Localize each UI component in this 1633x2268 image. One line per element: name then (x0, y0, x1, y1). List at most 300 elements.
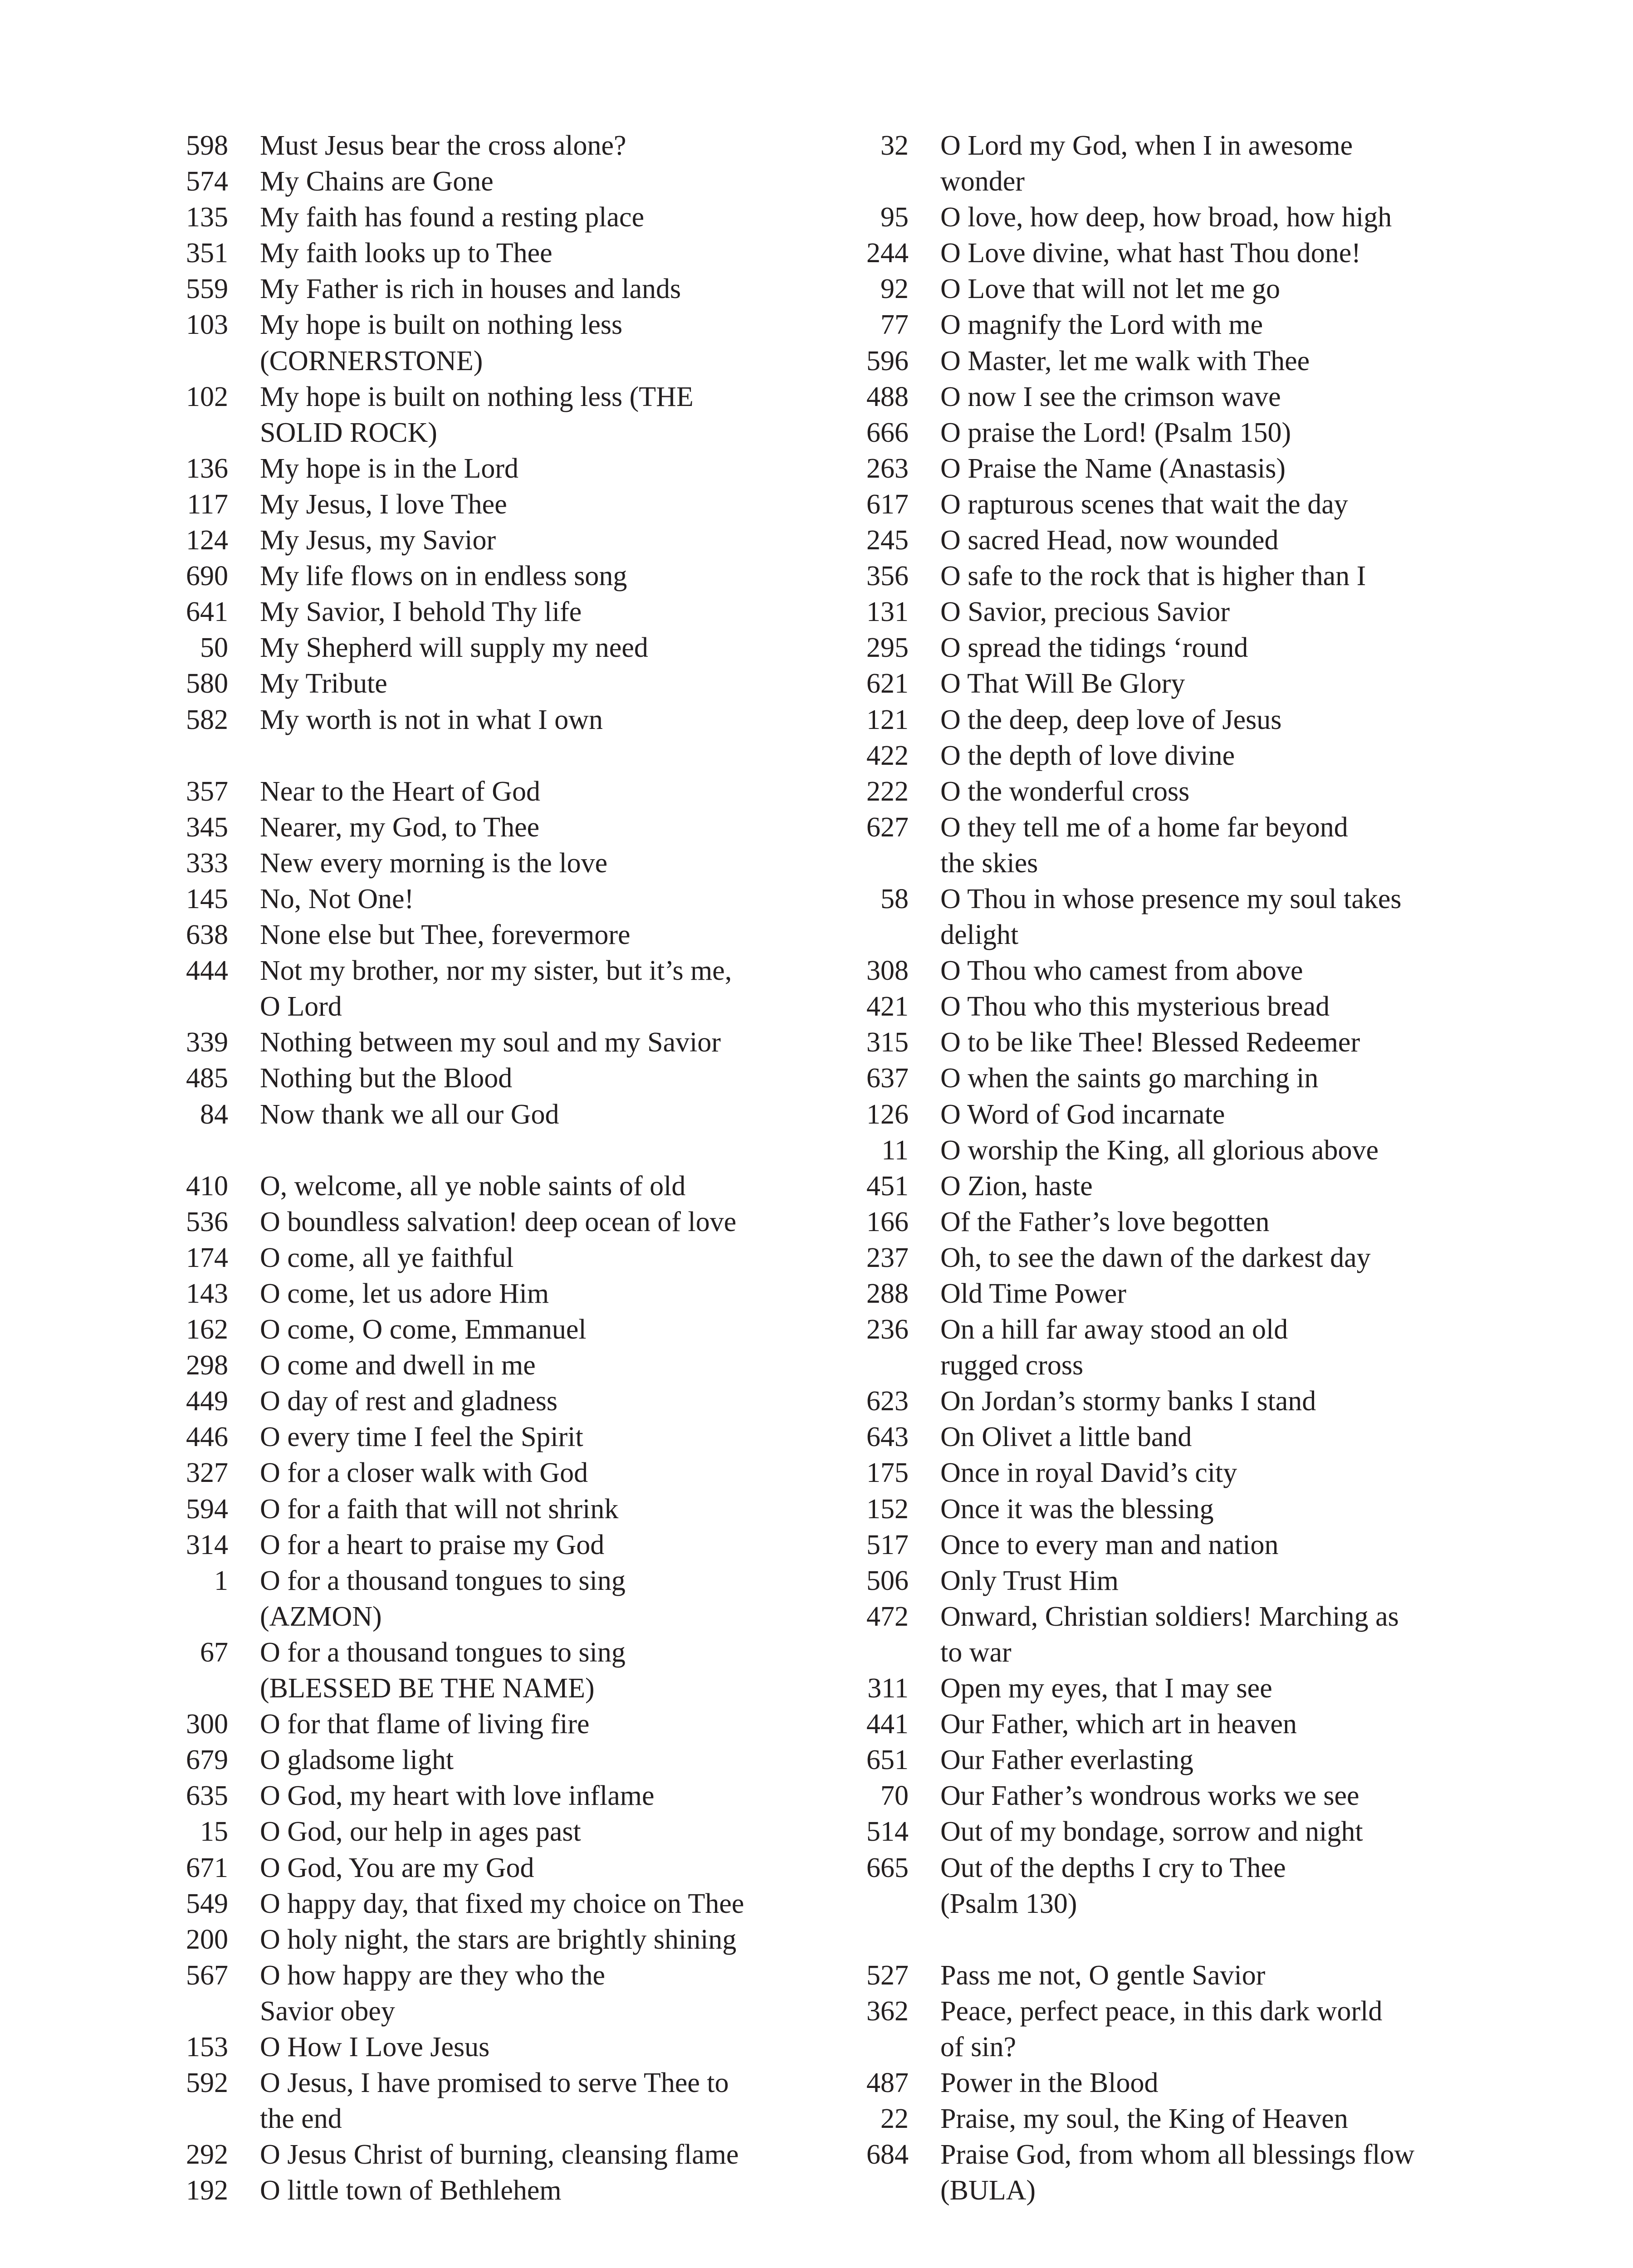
hymn-number: 175 (866, 1457, 909, 1489)
hymn-title-line: My Jesus, my Savior (260, 525, 496, 556)
hymn-title-line: O Lord my God, when I in awesome (940, 130, 1353, 161)
hymn-title (940, 953, 1504, 989)
index-entry (860, 989, 1504, 1025)
hymn-title-line: O the depth of love divine (940, 740, 1235, 771)
hymn-number: 485 (186, 1063, 228, 1094)
hymn-title-line: Our Father’s wondrous works we see (940, 1780, 1359, 1812)
hymn-title-continuation: the skies (940, 847, 1038, 879)
hymn-title-line: My Savior, I behold Thy life (260, 596, 582, 628)
hymn-title (260, 2065, 792, 2137)
hymn-title-line: O day of rest and gladness (260, 1386, 557, 1417)
hymn-title-line: O how happy are they who the (260, 1960, 606, 1991)
hymn-title-line: On a hill far away stood an old (940, 1314, 1288, 1345)
index-entry (860, 487, 1504, 523)
hymn-title (260, 1312, 792, 1348)
hymn-title (260, 1097, 792, 1133)
hymn-number: 567 (186, 1960, 228, 1991)
index-entry (860, 594, 1504, 630)
index-entry (179, 1204, 792, 1240)
index-entry (860, 271, 1504, 307)
hymn-title-line: O for a closer walk with God (260, 1457, 588, 1489)
hymn-title-line: New every morning is the love (260, 847, 608, 879)
index-entry (179, 200, 792, 235)
hymn-title (940, 630, 1504, 666)
hymn-title-continuation: O Lord (260, 991, 342, 1022)
hymn-title-line: O sacred Head, now wounded (940, 525, 1279, 556)
hymn-title-line: Out of the depths I cry to Thee (940, 1852, 1286, 1883)
hymn-title (260, 235, 792, 271)
hymn-title-line: My hope is in the Lord (260, 453, 518, 484)
index-entry (860, 1671, 1504, 1706)
hymn-title-line: Our Father everlasting (940, 1745, 1193, 1776)
hymn-number: 684 (866, 2139, 909, 2170)
hymn-title (940, 666, 1504, 702)
hymn-number: 84 (200, 1099, 228, 1130)
hymn-title (940, 1419, 1504, 1455)
hymn-number: 236 (866, 1314, 909, 1345)
hymn-title-line: O Zion, haste (940, 1170, 1093, 1202)
index-entry (179, 666, 792, 702)
hymn-number: 598 (186, 130, 228, 161)
hymn-title (940, 1563, 1504, 1599)
hymn-title-line: On Jordan’s stormy banks I stand (940, 1386, 1316, 1417)
hymn-title-continuation: SOLID ROCK) (260, 417, 437, 448)
hymn-title (260, 558, 792, 594)
hymn-number: 50 (200, 632, 228, 664)
hymn-number: 126 (866, 1099, 909, 1130)
hymn-number: 32 (880, 130, 909, 161)
hymn-title (940, 1814, 1504, 1850)
index-entry (179, 917, 792, 953)
hymn-title-line: Old Time Power (940, 1278, 1126, 1309)
hymn-title (260, 2173, 792, 2209)
hymn-title (260, 1204, 792, 1240)
hymn-number: 145 (186, 883, 228, 914)
hymn-title-line: O God, You are my God (260, 1852, 534, 1883)
hymn-title (940, 1706, 1504, 1742)
hymn-title-line: O Thou who camest from above (940, 955, 1303, 987)
hymn-title-line: Out of my bondage, sorrow and night (940, 1816, 1363, 1848)
hymn-title-line: My life flows on in endless song (260, 561, 627, 592)
hymn-title-continuation: rugged cross (940, 1350, 1084, 1381)
hymn-title (940, 451, 1504, 487)
hymn-title (260, 1348, 792, 1383)
hymn-title-line: Once it was the blessing (940, 1493, 1214, 1525)
hymn-title (260, 1958, 792, 2029)
index-entry (860, 235, 1504, 271)
hymn-title-line: O little town of Bethlehem (260, 2175, 562, 2206)
hymn-title (940, 1599, 1504, 1671)
hymn-title (260, 917, 792, 953)
hymn-title (940, 200, 1504, 235)
hymn-title (260, 487, 792, 523)
hymn-number: 200 (186, 1924, 228, 1955)
hymn-number: 136 (186, 453, 228, 484)
hymn-number: 166 (866, 1206, 909, 1237)
index-entry (860, 738, 1504, 774)
hymn-number: 665 (866, 1852, 909, 1883)
index-entry (860, 128, 1504, 200)
hymn-number: 162 (186, 1314, 228, 1345)
hymn-title-line: Peace, perfect peace, in this dark world (940, 1995, 1383, 2027)
index-entry (179, 630, 792, 666)
index-entry (860, 1455, 1504, 1491)
hymn-title (260, 1025, 792, 1061)
hymn-title (260, 1168, 792, 1204)
hymn-number: 449 (186, 1386, 228, 1417)
hymn-title (940, 1312, 1504, 1383)
hymn-title-line: My Shepherd will supply my need (260, 632, 648, 664)
index-entry (860, 1491, 1504, 1527)
hymn-title-continuation: wonder (940, 166, 1025, 197)
hymn-title (940, 379, 1504, 415)
hymn-title (940, 1097, 1504, 1133)
index-entry (860, 1097, 1504, 1133)
hymn-number: 1 (214, 1565, 228, 1596)
hymn-title-line: O Savior, precious Savior (940, 596, 1230, 628)
hymn-title (260, 271, 792, 307)
hymn-title (260, 379, 792, 451)
hymn-title-line: O come, O come, Emmanuel (260, 1314, 587, 1345)
hymn-number: 506 (866, 1565, 909, 1596)
index-entry (179, 1958, 792, 2029)
hymn-title-line: Now thank we all our God (260, 1099, 559, 1130)
hymn-title (260, 1419, 792, 1455)
index-entry (179, 2137, 792, 2173)
hymn-title-line: O every time I feel the Spirit (260, 1422, 583, 1453)
hymn-title (260, 1383, 792, 1419)
hymn-title-line: My hope is built on nothing less (THE (260, 381, 694, 412)
hymn-number: 536 (186, 1206, 228, 1237)
hymn-title (260, 1240, 792, 1276)
hymn-number: 102 (186, 381, 228, 412)
hymn-number: 592 (186, 2068, 228, 2099)
hymn-number: 679 (186, 1745, 228, 1776)
hymn-number: 643 (866, 1422, 909, 1453)
index-entry (860, 1742, 1504, 1778)
hymn-number: 244 (866, 238, 909, 269)
hymn-number: 574 (186, 166, 228, 197)
hymn-number: 58 (880, 883, 909, 914)
index-entry (860, 810, 1504, 881)
hymn-title-line: O praise the Lord! (Psalm 150) (940, 417, 1291, 448)
hymn-number: 117 (187, 489, 228, 520)
index-entry (179, 451, 792, 487)
hymn-number: 487 (866, 2068, 909, 2099)
hymn-title-line: Onward, Christian soldiers! Marching as (940, 1601, 1399, 1632)
hymn-number: 135 (186, 202, 228, 233)
hymn-title (940, 1455, 1504, 1491)
index-entry (860, 379, 1504, 415)
hymn-title-line: None else but Thee, forevermore (260, 919, 631, 951)
index-entry (860, 1204, 1504, 1240)
index-entry (860, 1240, 1504, 1276)
hymn-number: 295 (866, 632, 909, 664)
index-entry (179, 1742, 792, 1778)
index-entry (860, 666, 1504, 702)
index-entry (179, 594, 792, 630)
index-entry (179, 2029, 792, 2065)
hymn-title (940, 523, 1504, 558)
hymn-title (940, 774, 1504, 810)
hymn-title-line: My faith looks up to Thee (260, 238, 552, 269)
hymn-title (260, 1527, 792, 1563)
hymn-title-line: O for a faith that will not shrink (260, 1493, 619, 1525)
hymn-title (260, 307, 792, 379)
index-entry (179, 271, 792, 307)
index-entry (860, 1778, 1504, 1814)
hymn-title-line: Our Father, which art in heaven (940, 1709, 1297, 1740)
hymn-title (940, 235, 1504, 271)
index-entry (860, 415, 1504, 451)
hymn-number: 288 (866, 1278, 909, 1309)
hymn-title-line: O magnify the Lord with me (940, 309, 1263, 341)
hymn-number: 580 (186, 668, 228, 699)
hymn-title (260, 702, 792, 738)
hymn-title-line: O to be like Thee! Blessed Redeemer (940, 1027, 1360, 1058)
hymn-title-continuation: (CORNERSTONE) (260, 345, 483, 376)
index-entry (179, 1240, 792, 1276)
hymn-number: 121 (866, 704, 909, 735)
hymn-title (260, 774, 792, 810)
hymn-title (940, 1671, 1504, 1706)
hymn-title-line: O, welcome, all ye noble saints of old (260, 1170, 686, 1202)
hymn-number: 666 (866, 417, 909, 448)
hymn-title-line: Nearer, my God, to Thee (260, 811, 540, 843)
hymn-title (940, 1168, 1504, 1204)
index-entry (179, 1419, 792, 1455)
hymn-title (260, 2137, 792, 2173)
index-entry (860, 1168, 1504, 1204)
hymn-number: 517 (866, 1529, 909, 1560)
hymn-number: 311 (867, 1673, 909, 1704)
index-entry (179, 1922, 792, 1958)
hymn-title (940, 989, 1504, 1025)
index-entry (860, 1133, 1504, 1168)
hymn-title-line: O the deep, deep love of Jesus (940, 704, 1282, 735)
index-entry (860, 774, 1504, 810)
index-entry (860, 2065, 1504, 2101)
hymn-title (260, 1276, 792, 1312)
hymn-title (260, 1706, 792, 1742)
hymn-number: 472 (866, 1601, 909, 1632)
hymn-title (260, 523, 792, 558)
hymn-title-line: My Father is rich in houses and lands (260, 274, 681, 305)
index-entry (860, 1814, 1504, 1850)
hymn-number: 77 (880, 309, 909, 341)
hymn-title (940, 2101, 1504, 2137)
index-entry (860, 1527, 1504, 1563)
section-gap (860, 1922, 1504, 1958)
hymn-number: 237 (866, 1242, 909, 1273)
index-entry (860, 2137, 1504, 2209)
index-entry (179, 1312, 792, 1348)
hymn-number: 192 (186, 2175, 228, 2206)
index-entry (860, 1958, 1504, 1994)
hymn-title-line: Near to the Heart of God (260, 776, 541, 807)
hymn-number: 315 (866, 1027, 909, 1058)
hymn-number: 488 (866, 381, 909, 412)
hymn-number: 651 (866, 1745, 909, 1776)
hymn-number: 356 (866, 561, 909, 592)
hymn-title (260, 1814, 792, 1850)
hymn-title-continuation: (BULA) (940, 2175, 1036, 2206)
hymn-number: 308 (866, 955, 909, 987)
hymn-title (940, 1240, 1504, 1276)
hymn-number: 690 (186, 561, 228, 592)
hymn-title-line: Only Trust Him (940, 1565, 1119, 1596)
hymn-number: 362 (866, 1995, 909, 2027)
index-entry (860, 1850, 1504, 1922)
hymn-number: 444 (186, 955, 228, 987)
hymn-title-line: My worth is not in what I own (260, 704, 603, 735)
hymn-number: 339 (186, 1027, 228, 1058)
hymn-title-line: O Jesus, I have promised to serve Thee to (260, 2068, 729, 2099)
hymn-number: 621 (866, 668, 909, 699)
hymn-number: 514 (866, 1816, 909, 1848)
index-entry (179, 1563, 792, 1635)
index-entry (179, 1850, 792, 1886)
hymn-number: 103 (186, 309, 228, 341)
hymn-title-line: O Love divine, what hast Thou done! (940, 238, 1361, 269)
hymn-title-line: O when the saints go marching in (940, 1063, 1319, 1094)
hymn-number: 22 (880, 2103, 909, 2135)
index-entry (860, 881, 1504, 953)
hymn-title (940, 702, 1504, 738)
hymn-title (940, 487, 1504, 523)
hymn-number: 11 (881, 1134, 909, 1166)
index-entry (179, 1491, 792, 1527)
hymn-title-continuation: (BLESSED BE THE NAME) (260, 1673, 595, 1704)
hymn-number: 222 (866, 776, 909, 807)
hymn-title-line: O love, how deep, how broad, how high (940, 202, 1392, 233)
hymn-title-line: O rapturous scenes that wait the day (940, 489, 1348, 520)
hymn-title (940, 1025, 1504, 1061)
hymn-number: 292 (186, 2139, 228, 2170)
hymn-number: 559 (186, 274, 228, 305)
index-entry (860, 307, 1504, 343)
hymn-number: 635 (186, 1780, 228, 1812)
hymn-title (260, 200, 792, 235)
hymn-number: 638 (186, 919, 228, 951)
index-entry (179, 1814, 792, 1850)
hymn-title-line: Praise God, from whom all blessings flow (940, 2139, 1415, 2170)
hymn-title-line: O That Will Be Glory (940, 668, 1185, 699)
hymn-title-line: Praise, my soul, the King of Heaven (940, 2103, 1348, 2135)
hymn-number: 641 (186, 596, 228, 628)
hymn-title (940, 1276, 1504, 1312)
hymn-title (260, 1922, 792, 1958)
hymn-title (260, 810, 792, 846)
hymn-number: 422 (866, 740, 909, 771)
hymn-title-line: O for that flame of living fire (260, 1709, 590, 1740)
hymn-title (940, 1742, 1504, 1778)
index-entry (179, 235, 792, 271)
hymn-title-line: O come and dwell in me (260, 1350, 536, 1381)
hymn-title (940, 1958, 1504, 1994)
index-entry (179, 1276, 792, 1312)
hymn-title-line: O spread the tidings ‘round (940, 632, 1248, 664)
hymn-title-line: No, Not One! (260, 883, 414, 914)
hymn-number: 637 (866, 1063, 909, 1094)
hymn-title-line: Not my brother, nor my sister, but it’s me, (260, 955, 732, 987)
hymn-title-line: On Olivet a little band (940, 1422, 1192, 1453)
hymn-number: 245 (866, 525, 909, 556)
index-entry (179, 1778, 792, 1814)
index-entry (860, 1599, 1504, 1671)
hymn-title-line: O for a heart to praise my God (260, 1529, 605, 1560)
hymn-title-line: O come, all ye faithful (260, 1242, 514, 1273)
hymn-title (940, 810, 1504, 881)
hymn-title (260, 451, 792, 487)
index-entry (860, 953, 1504, 989)
hymn-title-line: O How I Love Jesus (260, 2031, 490, 2063)
hymn-title (940, 415, 1504, 451)
hymn-title-line: O Jesus Christ of burning, cleansing flame (260, 2139, 739, 2170)
hymn-title (940, 2137, 1504, 2209)
hymn-title-continuation: delight (940, 919, 1019, 951)
hymn-title-line: O now I see the crimson wave (940, 381, 1281, 412)
hymn-title (940, 2065, 1504, 2101)
hymn-title (260, 1886, 792, 1922)
index-entry (860, 1419, 1504, 1455)
hymn-number: 671 (186, 1852, 228, 1883)
hymn-title (260, 846, 792, 881)
hymn-number: 300 (186, 1709, 228, 1740)
section-gap (179, 738, 792, 774)
index-column-right (860, 128, 1504, 2209)
index-entry (179, 1383, 792, 1419)
index-entry (179, 881, 792, 917)
hymn-title (940, 1383, 1504, 1419)
hymn-number: 451 (866, 1170, 909, 1202)
hymn-title (940, 128, 1504, 200)
index-entry (179, 1168, 792, 1204)
index-entry (860, 200, 1504, 235)
hymn-title (940, 558, 1504, 594)
index-column-left (179, 128, 792, 2209)
hymn-title (940, 271, 1504, 307)
hymn-title-continuation: Savior obey (260, 1995, 395, 2027)
hymn-number: 153 (186, 2031, 228, 2063)
hymn-number: 623 (866, 1386, 909, 1417)
index-entry (860, 451, 1504, 487)
index-entry (179, 1061, 792, 1096)
hymn-title (260, 1061, 792, 1096)
hymn-title-line: O holy night, the stars are brightly shining (260, 1924, 737, 1955)
index-entry (179, 1097, 792, 1133)
hymn-title (940, 594, 1504, 630)
hymn-title (260, 1563, 792, 1635)
index-entry (860, 1061, 1504, 1096)
hymn-title-continuation: the end (260, 2103, 342, 2135)
hymn-title-line: Oh, to see the dawn of the darkest day (940, 1242, 1371, 1273)
index-entry (179, 307, 792, 379)
hymn-title-line: Must Jesus bear the cross alone? (260, 130, 626, 161)
hymn-title-line: O safe to the rock that is higher than I (940, 561, 1366, 592)
hymn-title-line: My Tribute (260, 668, 387, 699)
hymn-title-line: My hope is built on nothing less (260, 309, 623, 341)
hymn-title-line: O the wonderful cross (940, 776, 1190, 807)
hymn-title (260, 2029, 792, 2065)
hymn-number: 594 (186, 1493, 228, 1525)
hymn-title (260, 630, 792, 666)
hymn-number: 67 (200, 1637, 228, 1668)
index-entry (179, 1348, 792, 1383)
index-entry (179, 774, 792, 810)
hymn-title (940, 1204, 1504, 1240)
hymn-number: 627 (866, 811, 909, 843)
